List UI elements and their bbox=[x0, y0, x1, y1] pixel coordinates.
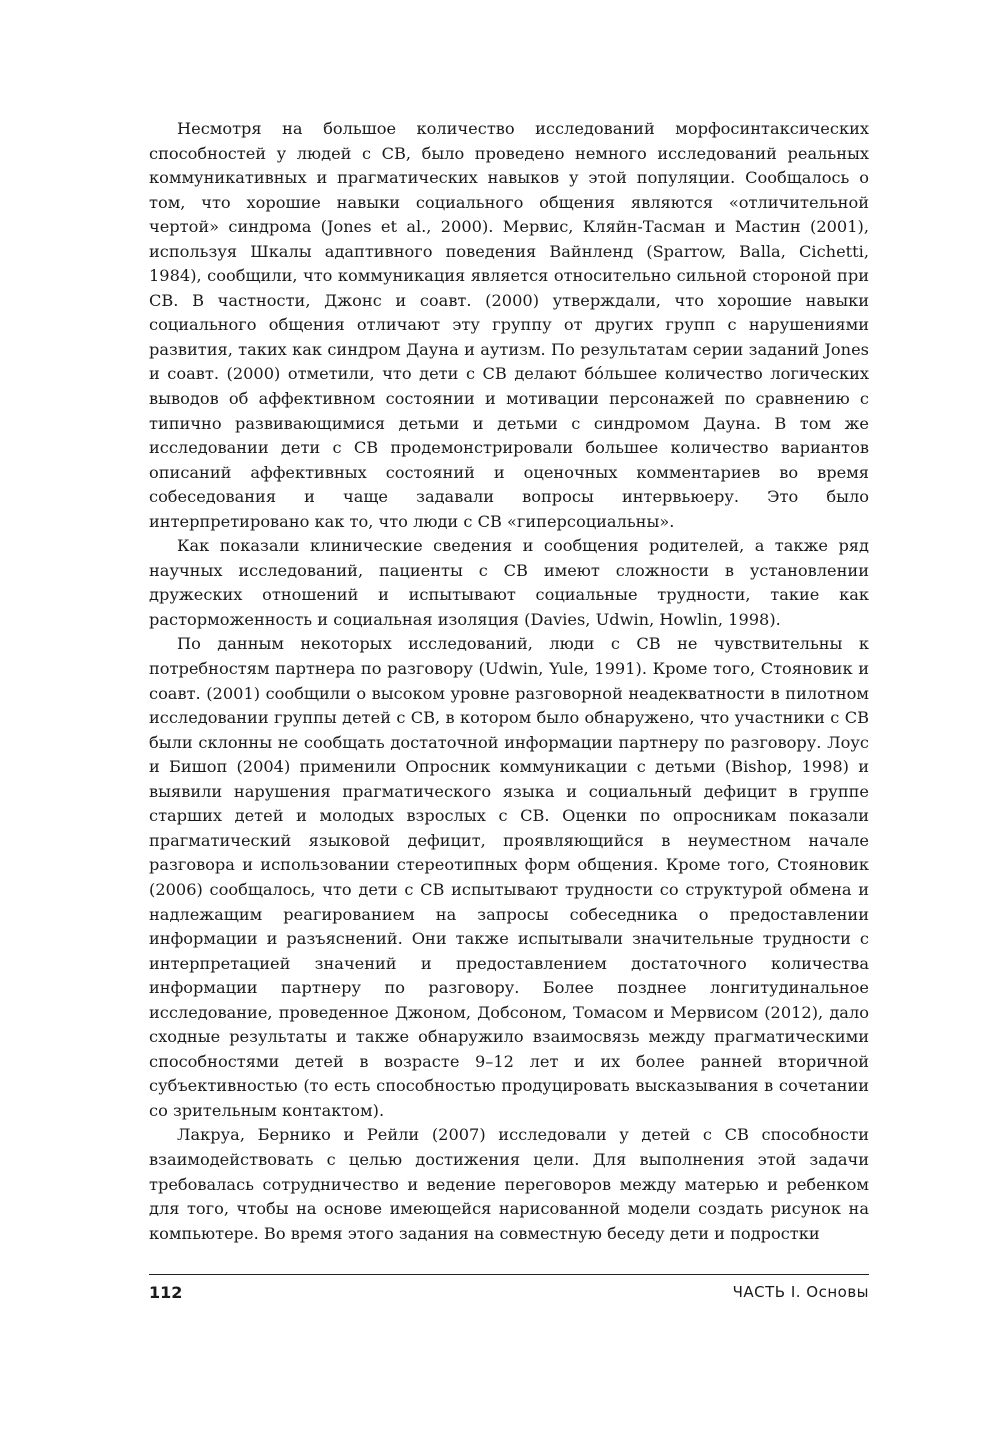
running-footer-title: ЧАСТЬ I. Основы bbox=[732, 1283, 869, 1301]
footer-divider bbox=[149, 1274, 869, 1275]
paragraph-4: Лакруа, Бернико и Рейли (2007) исследовали у детей с СВ способности взаимодействовать с целью достижения цели. Для выполнения этой задачи требовалась сотрудничество и ведение переговоров между матерью и ребенком для того, чтобы на основе имеющейся нарисованной модели создать рисунок на компьютере. Во время этого задания на совместную беседу дети и подростки bbox=[149, 1125, 869, 1243]
paragraph-1: Несмотря на большое количество исследований морфосинтаксических способностей у людей с СВ, было проведено немного исследований реальных коммуникативных и прагматических навыков у этой популяции. Сообщалось о том, что хорошие навыки социального общения являются «отличительной чертой» синдрома (Jones et al., 2000). Мервис, Кляйн-Тасман и Мастин (2001), используя Шкалы адаптивного поведения Вайнленд (Sparrow, Balla, Cichetti, 1984), сообщили, что коммуникация является относительно сильной стороной при СВ. В частности, Джонс и соавт. (2000) утверждали, что хорошие навыки социального общения отличают эту группу от других групп с нарушениями развития, таких как синдром Дауна и аутизм. По результатам серии заданий Jones и соавт. (2000) отметили, что дети с СВ делают бóльшее количество логических выводов об аффективном состоянии и мотивации персонажей по сравнению с типично развивающимися детьми и детьми с синдромом Дауна. В том же исследовании дети с СВ продемонстрировали большее количество вариантов описаний аффективных состояний и оценочных комментариев во время собеседования и чаще задавали вопросы интервьюеру. Это было интерпретировано как то, что люди с СВ «гиперсоциальны». bbox=[149, 119, 869, 531]
page-number: 112 bbox=[149, 1283, 183, 1302]
body-text bbox=[149, 117, 869, 1246]
paragraph-2: Как показали клинические сведения и сообщения родителей, а также ряд научных исследований, пациенты с СВ имеют сложности в установлении дружеских отношений и испытывают социальные трудности, такие как расторможенность и социальная изоляция (Davies, Udwin, Howlin, 1998). bbox=[149, 536, 869, 629]
paragraph-3: По данным некоторых исследований, люди с СВ не чувствительны к потребностям партнера по разговору (Udwin, Yule, 1991). Кроме того, Стояновик и соавт. (2001) сообщили о высоком уровне разговорной неадекватности в пилотном исследовании группы детей с СВ, в котором было обнаружено, что участники с СВ были склонны не сообщать достаточной информации партнеру по разговору. Лоус и Бишоп (2004) применили Опросник коммуникации с детьми (Bishop, 1998) и выявили нарушения прагматического языка и социальный дефицит в группе старших детей и молодых взрослых с СВ. Оценки по опросникам показали прагматический языковой дефицит, проявляющийся в неуместном начале разговора и использовании стереотипных форм общения. Кроме того, Стояновик (2006) сообщалось, что дети с СВ испытывают трудности со структурой обмена и надлежащим реагированием на запросы собеседника о предоставлении информации и разъяснений. Они также испытывали значительные трудности с интерпретацией значений и предоставлением достаточного количества информации партнеру по разговору. Более позднее лонгитудинальное исследование, проведенное Джоном, Добсоном, Томасом и Мервисом (2012), дало сходные результаты и также обнаружило взаимосвязь между прагматическими способностями детей в возрасте 9–12 лет и их более ранней вторичной субъективностью (то есть способностью продуцировать высказывания в сочетании со зрительным контактом). bbox=[149, 634, 869, 1120]
